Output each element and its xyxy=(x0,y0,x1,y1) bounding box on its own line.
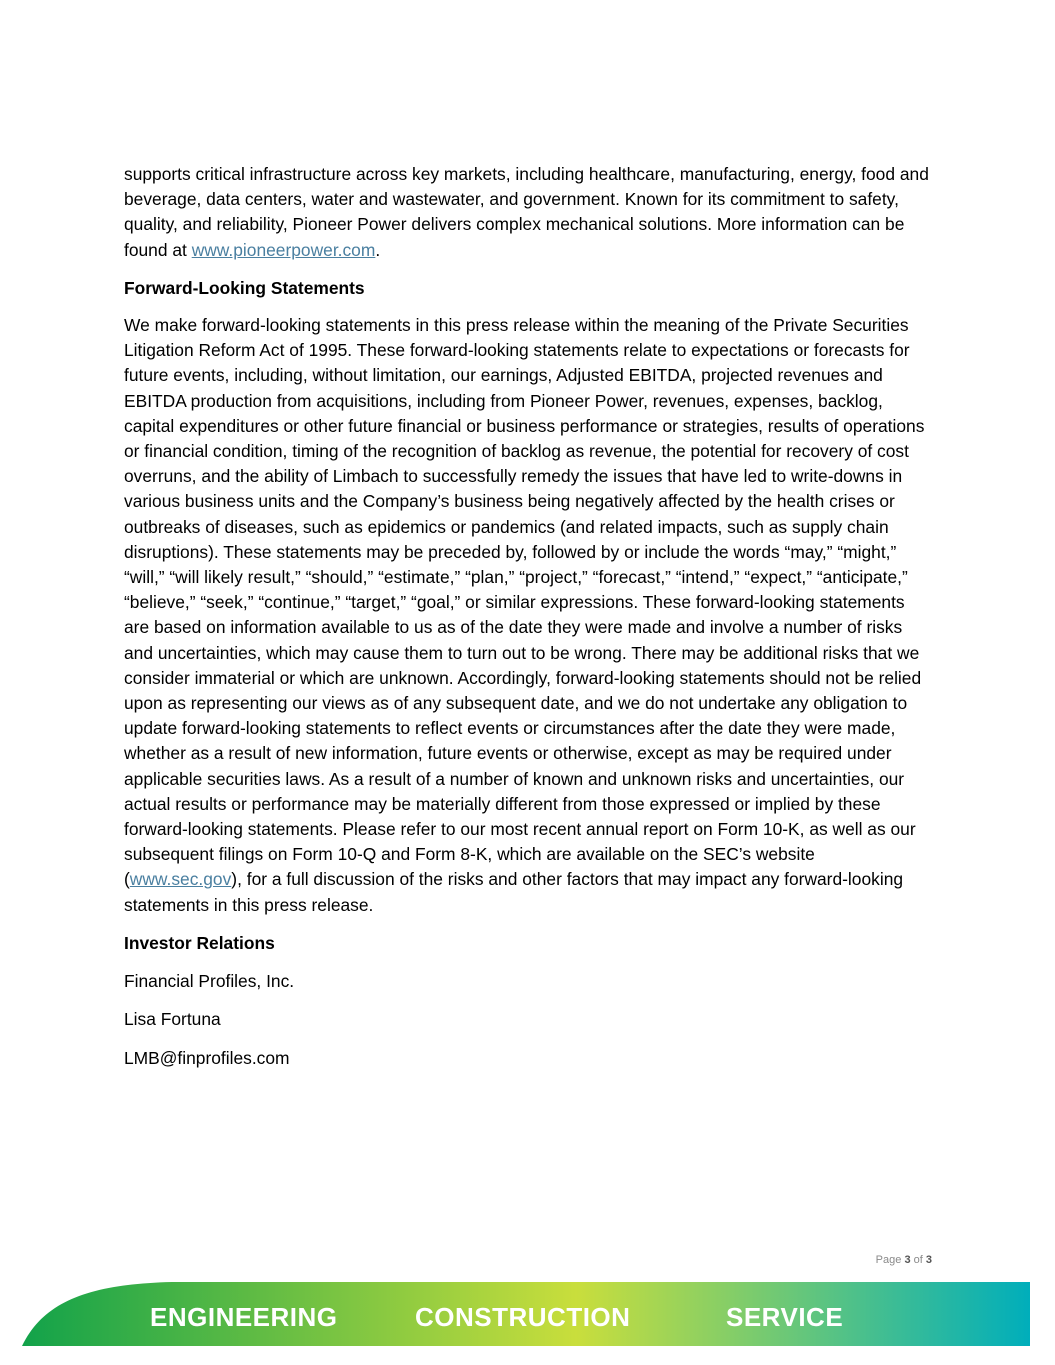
ir-company: Financial Profiles, Inc. xyxy=(124,971,295,992)
ir-contact-name: Lisa Fortuna xyxy=(124,1009,221,1030)
forward-looking-paragraph: We make forward-looking statements in this press release within the meaning of the Private Securities Litigation Reform Act of 1995. These forward-looking statements relate to expectations or forecasts for future events, including, without limitation, our earnings, Adjusted EBITDA, projected revenues and EBITDA production from acquisitions, including from Pioneer Power, revenues, expenses, backlog, capital expenditures or other future financial or business performance or strategies, results of operations or financial condition, timing of the recognition of backlog as revenue, the potential for recovery of cost overruns, and the ability of Limbach to successfully remedy the issues that have led to write-downs in various business units and the Company’s business being negatively affected by the health crises or outbreaks of diseases, such as epidemics or pandemics (and related impacts, such as supply chain disruptions). These statements may be preceded by, followed by or include the words “may,” “might,” “will,” “will likely result,” “should,” “estimate,” “plan,” “project,” “forecast,” “intend,” “expect,” “anticipate,” “believe,” “seek,” “continue,” “target,” “goal,” or similar expressions. These forward-looking statements are based on information available to us as of the date they were made and involve a number of risks and uncertainties, which may cause them to turn out to be wrong. There may be additional risks that we consider immaterial or which are unknown. Accordingly, forward-looking statements should not be relied upon as representing our views as of any subsequent date, and we do not undertake any obligation to update forward-looking statements to reflect events or circumstances after the date they were made, whether as a result of new information, future events or otherwise, except as may be required under applicable securities laws. As a result of a number of known and unknown risks and uncertainties, our actual results or performance may be materially different from those expressed or implied by these forward-looking statements. Please refer to our most recent annual report on Form 10-K, as well as our subsequent filings on Form 10-Q and Form 8-K, which are available on the SEC’s website (www.sec.gov), for a full discussion of the risks and other factors that may impact any forward-looking statements in this press release. xyxy=(124,315,925,915)
ir-email: LMB@finprofiles.com xyxy=(124,1047,290,1068)
footer-tagline xyxy=(22,1282,1030,1346)
document-body xyxy=(124,162,934,1071)
sec-gov-link[interactable]: www.sec.gov xyxy=(129,869,232,890)
company-description-paragraph: supports critical infrastructure across key markets, including healthcare, manufacturing, energy, food and beverage, data centers, water and wastewater, and government. Known for its commitment to safety, quality, and reliability, Pioneer Power delivers complex mechanical solutions. More information can be found at www.pioneerpower.com. xyxy=(124,164,929,260)
footer-word-engineering: ENGINEERING xyxy=(150,1302,338,1332)
pioneerpower-link[interactable]: www.pioneerpower.com xyxy=(191,239,376,260)
investor-relations-heading: Investor Relations xyxy=(124,932,275,953)
page-number: Page 3 of 3 xyxy=(875,1254,932,1266)
footer-word-service: SERVICE xyxy=(726,1302,844,1332)
footer-word-construction: CONSTRUCTION xyxy=(415,1302,631,1332)
forward-looking-heading: Forward-Looking Statements xyxy=(124,277,365,298)
